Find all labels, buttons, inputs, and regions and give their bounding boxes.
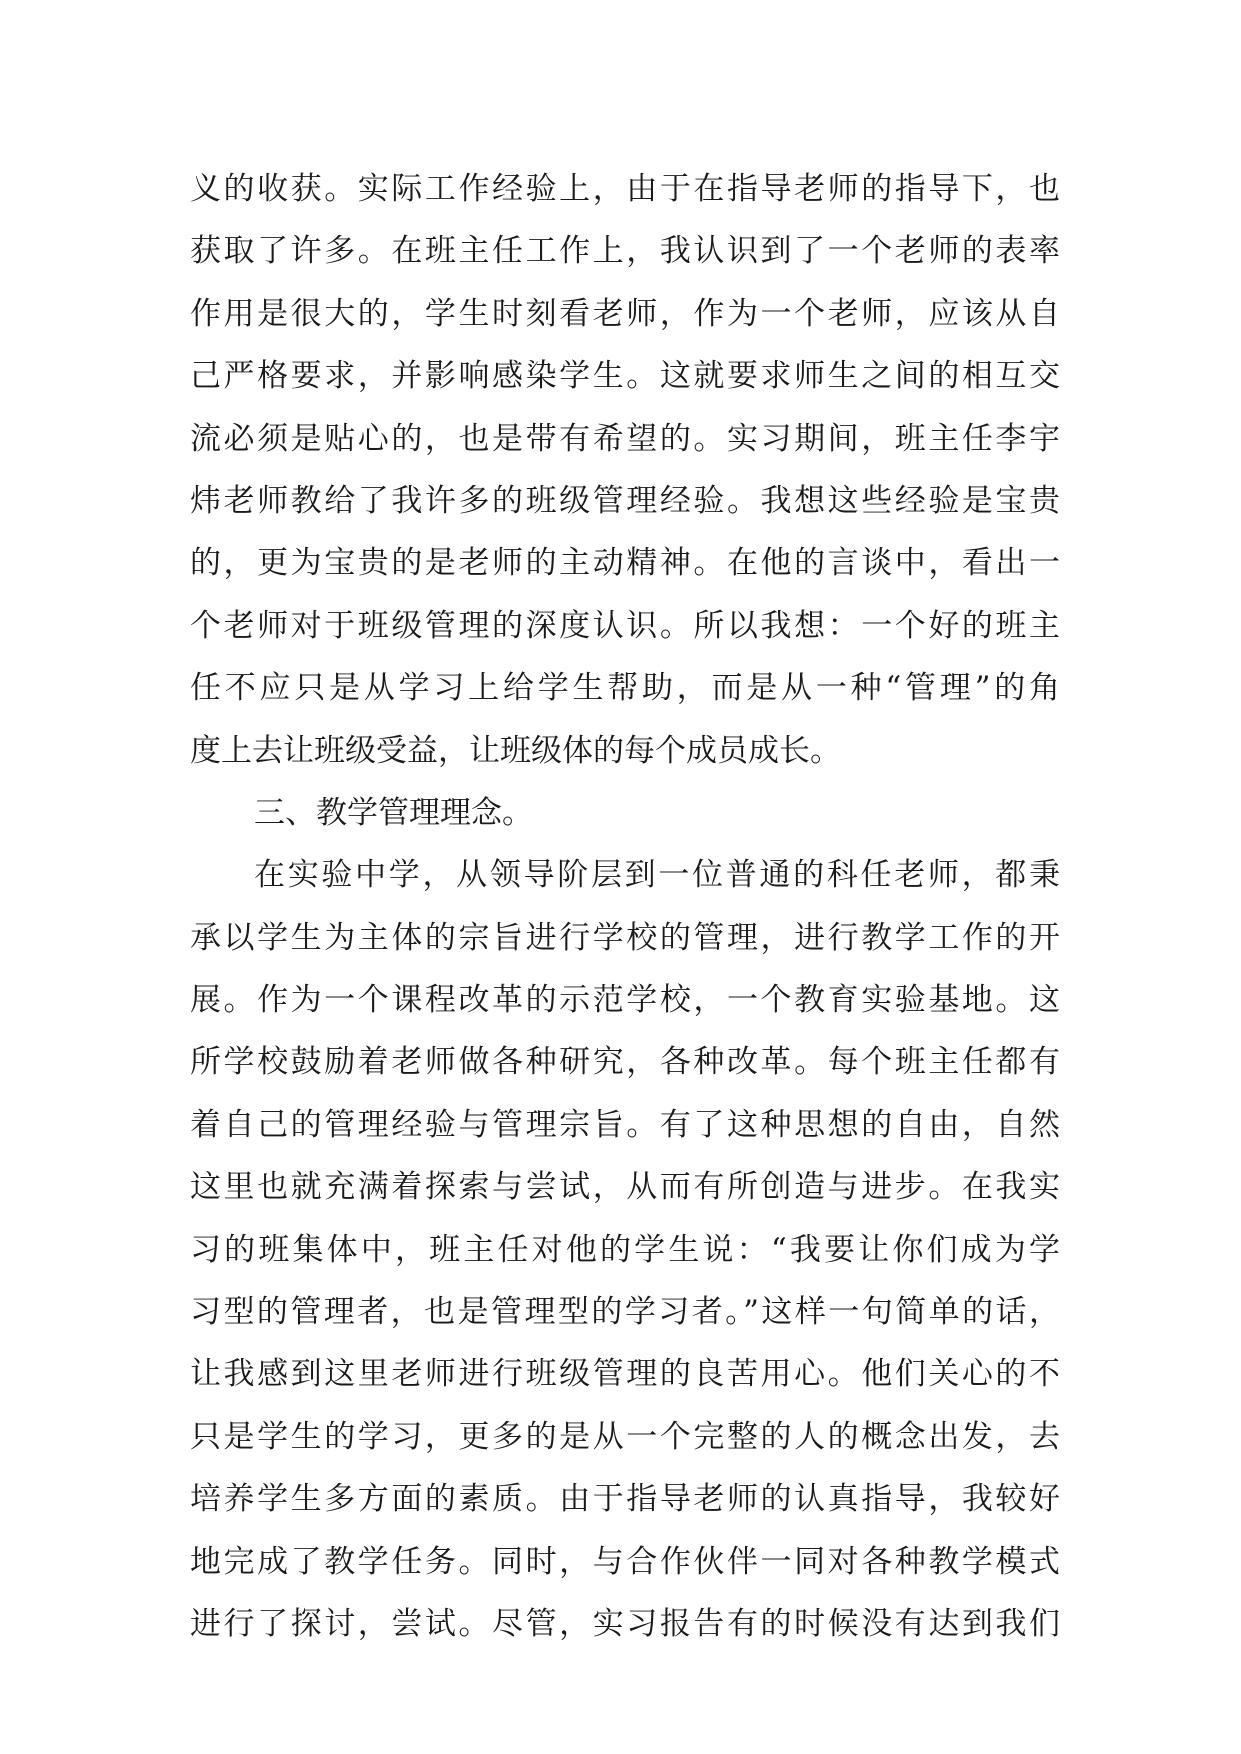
text-line: 个老师对于班级管理的深度认识。所以我想：一个好的班主 [190,607,1060,644]
text-line: 习型的管理者，也是管理型的学习者。”这样一句简单的话， [190,1294,1060,1331]
text-line: 义的收获。实际工作经验上，由于在指导老师的指导下，也 [190,171,1060,207]
text-line: 只是学生的学习，更多的是从一个完整的人的概念出发，去 [190,1418,1060,1455]
text-line: 进行了探讨，尝试。尽管，实习报告有的时候没有达到我们 [190,1605,1060,1642]
text-line: 着自己的管理经验与管理宗旨。有了这种思想的自由，自然 [190,1106,1060,1143]
section-heading: 三、教学管理理念。 [254,794,533,831]
text-line: 地完成了教学任务。同时，与合作伙伴一同对各种教学模式 [190,1543,1060,1580]
text-line: 己严格要求，并影响感染学生。这就要求师生之间的相互交 [190,358,1060,395]
text-line: 作用是很大的，学生时刻看老师，作为一个老师，应该从自 [190,295,1060,332]
text-line: 所学校鼓励着老师做各种研究，各种改革。每个班主任都有 [190,1044,1060,1081]
text-line: 这里也就充满着探索与尝试，从而有所创造与进步。在我实 [190,1169,1060,1206]
text-line: 承以学生为主体的宗旨进行学校的管理，进行教学工作的开 [190,919,1060,956]
text-line: 炜老师教给了我许多的班级管理经验。我想这些经验是宝贵 [190,482,1060,519]
text-line: 的，更为宝贵的是老师的主动精神。在他的言谈中，看出一 [190,545,1060,582]
text-line: 任不应只是从学习上给学生帮助，而是从一种“管理”的角 [190,670,1060,707]
body-text [190,158,1060,1655]
text-line: 度上去让班级受益，让班级体的每个成员成长。 [190,732,841,769]
paragraph-first-line: 在实验中学，从领导阶层到一位普通的科任老师，都秉 [254,857,1060,894]
text-line: 获取了许多。在班主任工作上，我认识到了一个老师的表率 [190,233,1060,270]
text-line: 习的班集体中，班主任对他的学生说：“我要让你们成为学 [190,1231,1060,1268]
text-line: 培养学生多方面的素质。由于指导老师的认真指导，我较好 [190,1481,1060,1518]
text-line: 流必须是贴心的，也是带有希望的。实习期间，班主任李宇 [190,420,1060,457]
text-line: 让我感到这里老师进行班级管理的良苦用心。他们关心的不 [190,1356,1060,1393]
text-line: 展。作为一个课程改革的示范学校，一个教育实验基地。这 [190,982,1060,1019]
